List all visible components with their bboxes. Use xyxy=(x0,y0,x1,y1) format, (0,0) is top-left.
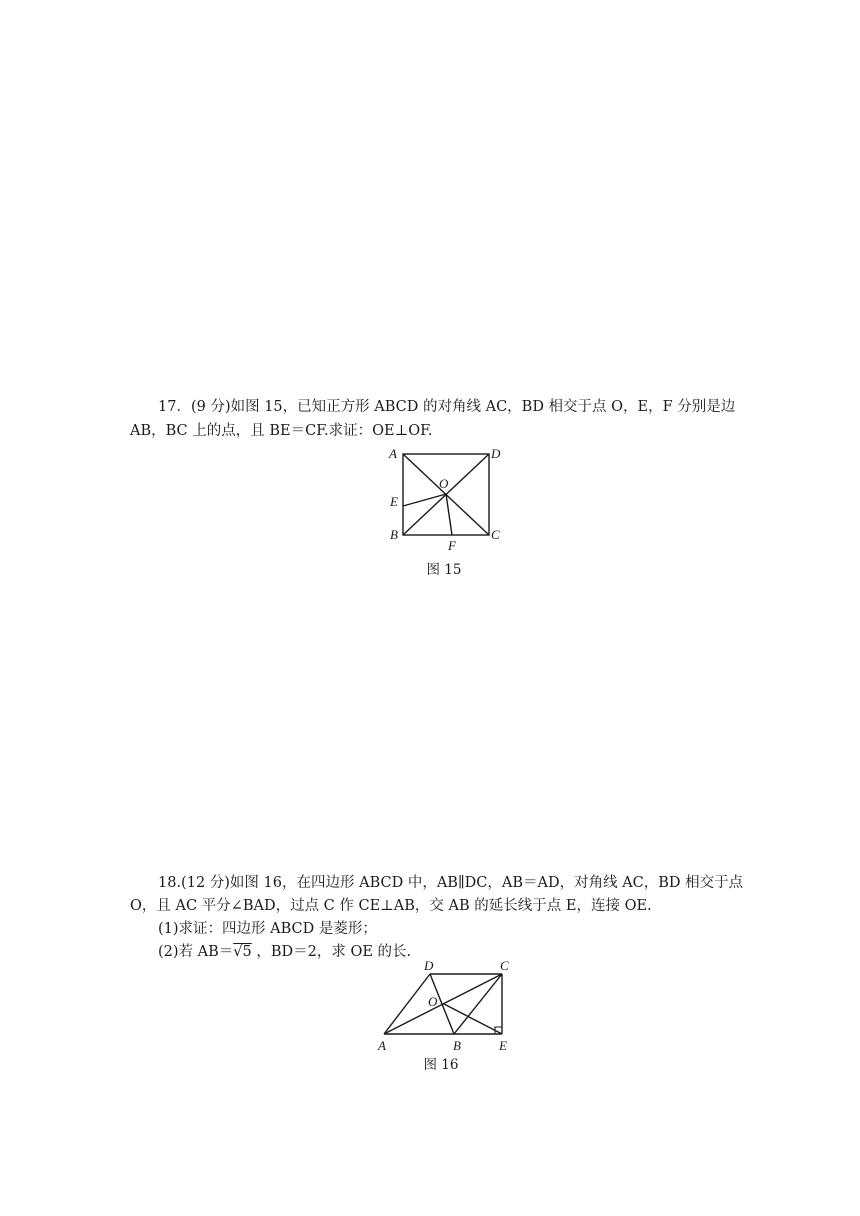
label-c: C xyxy=(491,527,500,542)
side-ad xyxy=(384,974,430,1034)
label-e: E xyxy=(390,494,398,509)
label-c: C xyxy=(500,958,509,973)
label-e: E xyxy=(499,1038,507,1053)
label-d: D xyxy=(424,958,434,973)
q17-line-2: AB，BC 上的点，且 BE＝CF.求证：OE⊥OF. xyxy=(130,423,433,439)
label-d: D xyxy=(491,446,501,461)
figure-15 xyxy=(385,442,505,552)
figure-16 xyxy=(372,958,522,1058)
caption-figure-16: 图 16 xyxy=(423,1057,459,1073)
q18-line-1: 18.(12 分)如图 16，在四边形 ABCD 中，AB∥DC，AB＝AD，对角线 AC，BD 相交于点 xyxy=(158,875,744,891)
label-o: O xyxy=(439,476,449,491)
q18-part-2-post: ，BD＝2，求 OE 的长. xyxy=(251,944,412,960)
label-b: B xyxy=(390,527,398,542)
caption-figure-15: 图 15 xyxy=(426,562,462,578)
label-f: F xyxy=(448,538,456,552)
label-o: O xyxy=(428,994,438,1009)
label-a: A xyxy=(389,446,397,461)
label-a: A xyxy=(378,1038,386,1053)
q18-part-1: (1)求证：四边形 ABCD 是菱形； xyxy=(158,921,377,937)
side-bc xyxy=(454,974,502,1034)
q18-line-2: O，且 AC 平分∠BAD，过点 C 作 CE⊥AB，交 AB 的延长线于点 E，连接 OE. xyxy=(130,898,652,914)
q17-line-1: 17．(9 分)如图 15，已知正方形 ABCD 的对角线 AC，BD 相交于点 O，E，F 分别是边 xyxy=(158,399,736,415)
label-b: B xyxy=(453,1038,461,1053)
sqrt-five: √5 xyxy=(233,944,252,960)
q18-part-2-pre: (2)若 AB＝ xyxy=(158,944,234,960)
